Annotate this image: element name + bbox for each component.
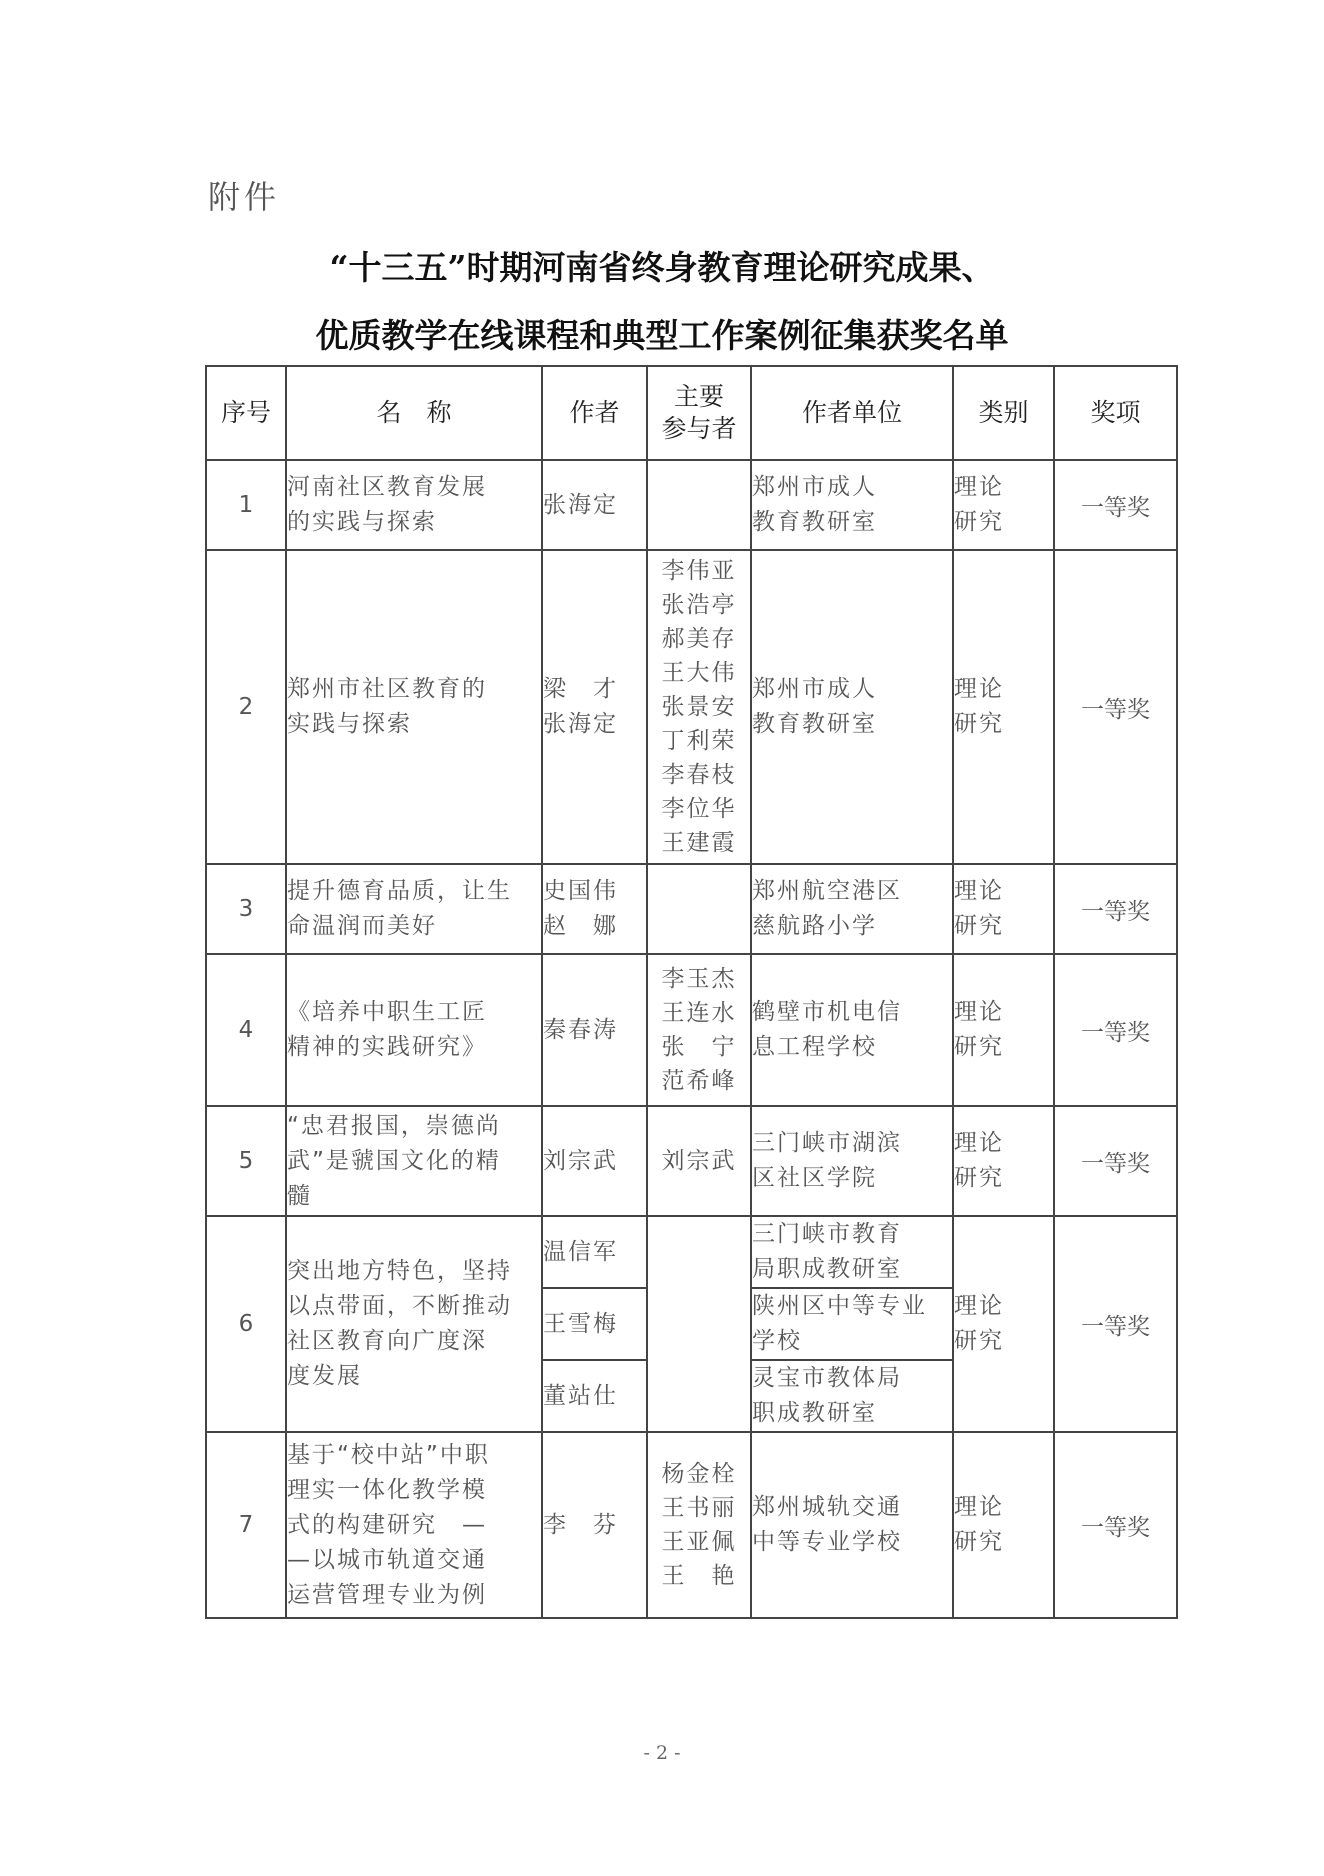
cell-name <box>286 1106 542 1216</box>
name-line: 理实一体化教学模 <box>287 1476 487 1503</box>
category-line: 理论 <box>954 474 1004 500</box>
cell-author: 王雪梅 <box>542 1288 647 1360</box>
category-line: 研究 <box>954 1328 1004 1354</box>
table-row <box>206 864 1177 954</box>
col-header-no: 序号 <box>206 366 286 460</box>
document-title-line1: “十三五”时期河南省终身教育理论研究成果、 <box>329 248 995 287</box>
awards-table <box>205 365 1178 1619</box>
page-number: - 2 - <box>643 1742 681 1764</box>
name-line: —以城市轨道交通 <box>287 1546 487 1573</box>
cell-unit <box>751 954 953 1106</box>
cell-author: 董站仕 <box>542 1360 647 1432</box>
category-line: 理论 <box>954 1130 1004 1156</box>
name-line: 运营管理专业为例 <box>287 1581 487 1608</box>
cell-award: 一等奖 <box>1054 1432 1177 1618</box>
category-line: 研究 <box>954 1165 1004 1191</box>
category-line: 理论 <box>954 676 1004 702</box>
cell-no: 3 <box>206 864 286 954</box>
cell-unit <box>751 1360 953 1432</box>
cell-participants <box>647 1106 751 1216</box>
participant-name: 杨金栓 <box>661 1461 737 1487</box>
participant-name: 李春枝 <box>661 762 737 788</box>
category-line: 研究 <box>954 1529 1004 1555</box>
table-row <box>206 1432 1177 1618</box>
name-line: 的实践与探索 <box>287 509 437 535</box>
unit-line: 学校 <box>752 1328 802 1354</box>
name-line: 以点带面，不断推动 <box>287 1293 512 1319</box>
category-line: 研究 <box>954 711 1004 737</box>
col-header-award: 奖项 <box>1054 366 1177 460</box>
name-line: “忠君报国，崇德尚 <box>287 1112 501 1139</box>
cell-award: 一等奖 <box>1054 550 1177 864</box>
category-line: 理论 <box>954 999 1004 1025</box>
unit-line: 郑州市成人 <box>752 676 877 702</box>
cell-unit <box>751 1288 953 1360</box>
cell-category <box>953 1216 1054 1432</box>
table-row <box>206 1106 1177 1216</box>
cell-no: 6 <box>206 1216 286 1432</box>
unit-line: 三门峡市湖滨 <box>752 1130 902 1156</box>
cell-name <box>286 1216 542 1432</box>
cell-award: 一等奖 <box>1054 954 1177 1106</box>
author-line: 赵 娜 <box>543 913 618 939</box>
category-line: 研究 <box>954 913 1004 939</box>
cell-no: 1 <box>206 460 286 550</box>
name-line: 度发展 <box>287 1363 362 1389</box>
cell-participants <box>647 954 751 1106</box>
table-row <box>206 954 1177 1106</box>
unit-line: 教育教研室 <box>752 509 877 535</box>
table-row <box>206 460 1177 550</box>
unit-line: 教育教研室 <box>752 711 877 737</box>
unit-line: 三门峡市教育 <box>752 1221 902 1247</box>
category-line: 研究 <box>954 1034 1004 1060</box>
cell-category <box>953 460 1054 550</box>
cell-no: 2 <box>206 550 286 864</box>
unit-line: 区社区学院 <box>752 1165 877 1191</box>
participant-name: 张浩亭 <box>661 592 737 618</box>
participant-name: 张 宁 <box>661 1034 737 1060</box>
cell-category <box>953 1106 1054 1216</box>
participant-name: 范希峰 <box>661 1068 737 1094</box>
table-header-row <box>206 366 1177 460</box>
unit-line: 郑州城轨交通 <box>752 1494 902 1520</box>
participant-name: 王亚佩 <box>661 1529 737 1555</box>
cell-participants <box>647 1432 751 1618</box>
participants-header-line1: 主要 <box>673 382 724 411</box>
name-line: 式的构建研究 — <box>287 1511 487 1538</box>
name-line: 突出地方特色，坚持 <box>287 1258 512 1284</box>
cell-author <box>542 864 647 954</box>
cell-unit <box>751 1106 953 1216</box>
name-line: 《培养中职生工匠 <box>287 999 487 1025</box>
participant-name: 王书丽 <box>661 1495 737 1521</box>
table-row <box>206 1216 1177 1288</box>
cell-author <box>542 1432 647 1618</box>
category-line: 理论 <box>954 1494 1004 1520</box>
cell-participants <box>647 1216 751 1432</box>
unit-line: 郑州市成人 <box>752 474 877 500</box>
participant-name: 王大伟 <box>661 660 737 686</box>
cell-category <box>953 550 1054 864</box>
cell-category <box>953 864 1054 954</box>
document-title-line2: 优质教学在线课程和典型工作案例征集获奖名单 <box>315 316 1009 355</box>
unit-line: 职成教研室 <box>752 1400 877 1426</box>
cell-unit <box>751 460 953 550</box>
cell-author <box>542 460 647 550</box>
cell-participants <box>647 864 751 954</box>
unit-line: 局职成教研室 <box>752 1256 902 1282</box>
name-line: 实践与探索 <box>287 711 412 737</box>
author-line: 秦春涛 <box>543 1016 618 1043</box>
author-line: 张海定 <box>543 491 618 518</box>
cell-no: 7 <box>206 1432 286 1618</box>
cell-no: 4 <box>206 954 286 1106</box>
participant-name: 王连水 <box>661 1000 737 1026</box>
name-line: 社区教育向广度深 <box>287 1328 487 1354</box>
participant-name: 丁利荣 <box>661 728 737 754</box>
cell-category <box>953 954 1054 1106</box>
name-line: 提升德育品质，让生 <box>287 878 512 904</box>
participant-name: 王建霞 <box>661 830 737 856</box>
participants-header-line2: 参与者 <box>661 414 737 443</box>
name-line: 髓 <box>287 1182 312 1209</box>
participant-name: 郝美存 <box>661 626 737 652</box>
cell-no: 5 <box>206 1106 286 1216</box>
name-line: 武”是虢国文化的精 <box>287 1147 501 1174</box>
cell-name <box>286 864 542 954</box>
attachment-label: 附件 <box>208 178 281 216</box>
cell-name <box>286 954 542 1106</box>
unit-line: 息工程学校 <box>752 1034 877 1060</box>
participant-name: 刘宗武 <box>661 1148 737 1174</box>
author-line: 梁 才 <box>543 676 618 702</box>
participant-name: 张景安 <box>661 694 737 720</box>
author-line: 李 芬 <box>543 1511 618 1538</box>
cell-participants <box>647 550 751 864</box>
cell-author <box>542 550 647 864</box>
col-header-author: 作者 <box>542 366 647 460</box>
participant-name: 李玉杰 <box>661 966 737 992</box>
unit-line: 灵宝市教体局 <box>752 1365 902 1391</box>
cell-unit <box>751 550 953 864</box>
name-line: 基于“校中站”中职 <box>287 1441 490 1468</box>
author-line: 史国伟 <box>543 878 618 904</box>
cell-author <box>542 1106 647 1216</box>
col-header-name: 名 称 <box>286 366 542 460</box>
name-line: 精神的实践研究》 <box>287 1034 487 1060</box>
cell-award: 一等奖 <box>1054 1216 1177 1432</box>
cell-participants <box>647 460 751 550</box>
category-line: 理论 <box>954 878 1004 904</box>
cell-name <box>286 460 542 550</box>
cell-name <box>286 550 542 864</box>
category-line: 研究 <box>954 509 1004 535</box>
cell-award: 一等奖 <box>1054 1106 1177 1216</box>
unit-line: 鹤壁市机电信 <box>752 999 902 1025</box>
cell-unit <box>751 1216 953 1288</box>
cell-award: 一等奖 <box>1054 460 1177 550</box>
col-header-unit: 作者单位 <box>751 366 953 460</box>
unit-line: 慈航路小学 <box>752 913 877 939</box>
participant-name: 李伟亚 <box>661 558 737 584</box>
cell-author: 温信军 <box>542 1216 647 1288</box>
name-line: 命温润而美好 <box>287 913 437 939</box>
name-line: 郑州市社区教育的 <box>287 676 487 702</box>
table-row <box>206 550 1177 864</box>
cell-name <box>286 1432 542 1618</box>
participant-name: 李位华 <box>661 796 737 822</box>
author-line: 刘宗武 <box>543 1147 618 1174</box>
unit-line: 陕州区中等专业 <box>752 1293 927 1319</box>
cell-category <box>953 1432 1054 1618</box>
cell-unit <box>751 1432 953 1618</box>
cell-unit <box>751 864 953 954</box>
name-line: 河南社区教育发展 <box>287 474 487 500</box>
col-header-category: 类别 <box>953 366 1054 460</box>
category-line: 理论 <box>954 1293 1004 1319</box>
author-line: 张海定 <box>543 711 618 737</box>
unit-line: 郑州航空港区 <box>752 878 902 904</box>
unit-line: 中等专业学校 <box>752 1529 902 1555</box>
cell-award: 一等奖 <box>1054 864 1177 954</box>
cell-author <box>542 954 647 1106</box>
col-header-participants <box>647 366 751 460</box>
participant-name: 王 艳 <box>661 1563 737 1589</box>
